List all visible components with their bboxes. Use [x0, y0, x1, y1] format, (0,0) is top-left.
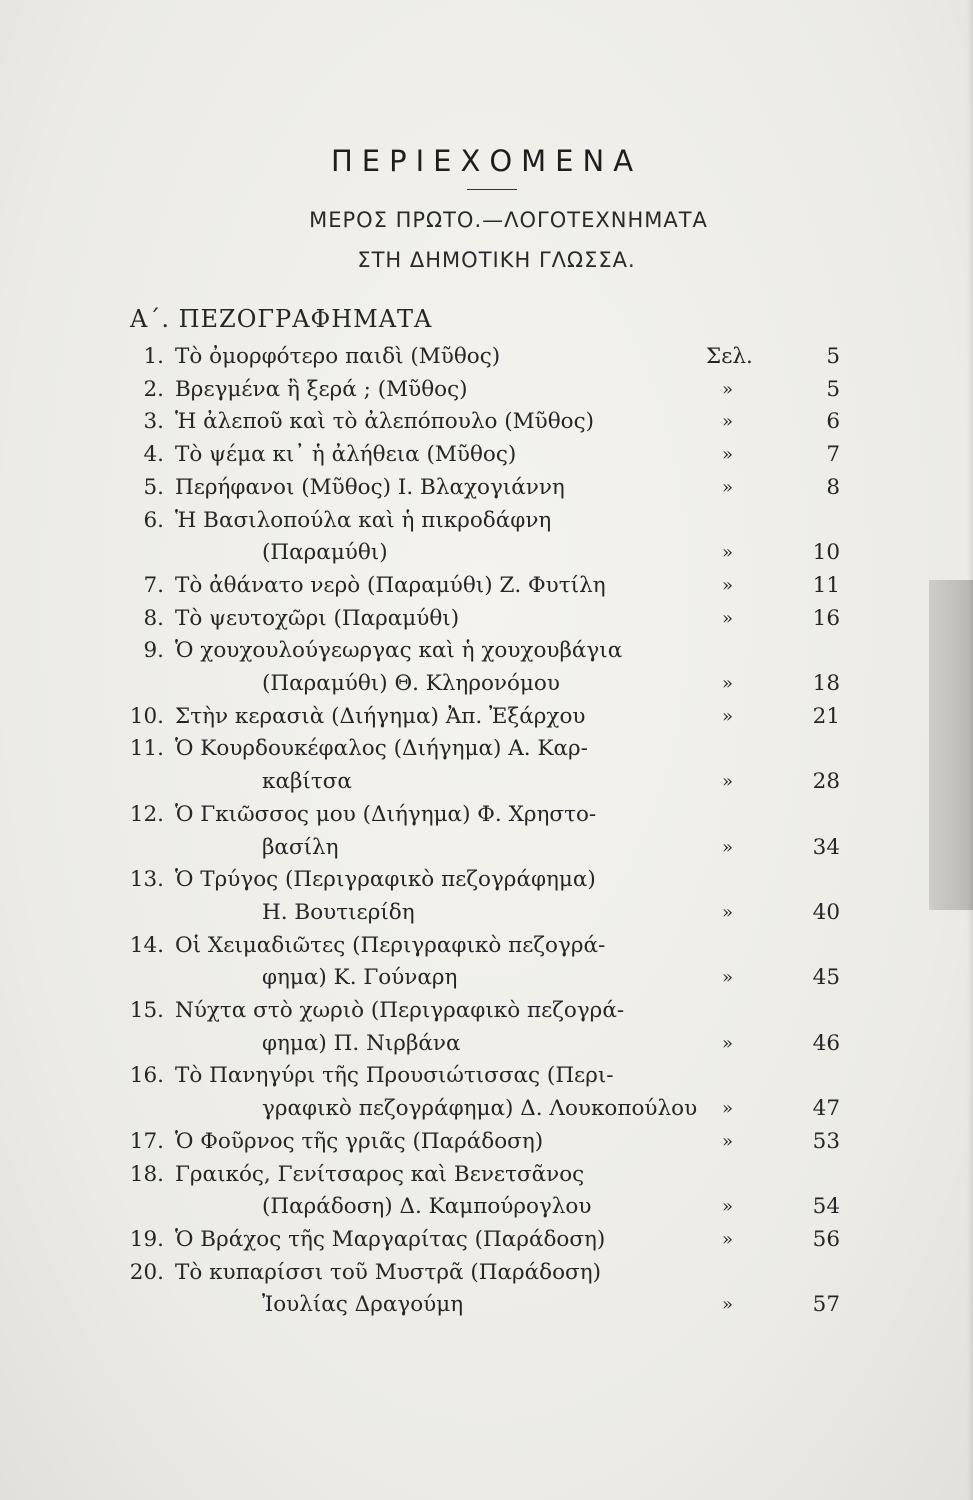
toc-page-number: 46	[812, 1030, 840, 1056]
toc-entry-title: Ἰουλίας Δραγούμη	[262, 1292, 464, 1318]
ditto-mark: »	[722, 607, 734, 629]
toc-entry-number: 5.	[143, 474, 164, 500]
toc-entry-title: Οἱ Χειμαδιῶτες (Περιγραφικὸ πεζογρά-	[175, 932, 606, 958]
toc-line	[0, 634, 973, 668]
toc-entry-number: 7.	[143, 572, 164, 598]
toc-entry-title: Τὸ Πανηγύρι τῆς Προυσιώτισσας (Περι-	[175, 1063, 614, 1089]
toc-entry-title: Τὸ ὀμορφότερο παιδὶ (Μῦθος)	[175, 344, 501, 369]
toc-page-number: 8	[826, 474, 840, 500]
ditto-mark: »	[722, 967, 734, 989]
toc-entry-title: Περήφανοι (Μῦθος) Ι. Βλαχογιάννη	[175, 474, 565, 500]
ditto-mark: »	[722, 1130, 734, 1152]
toc-page-number: 34	[812, 834, 840, 860]
toc-entry-number: 19.	[129, 1226, 164, 1252]
toc-entry-number: 3.	[143, 409, 164, 435]
toc-page-number: 5	[826, 376, 840, 402]
ditto-mark: »	[722, 673, 734, 694]
toc-entry-title: φημα) Π. Νιρβάνα	[262, 1030, 461, 1056]
toc-line	[0, 569, 973, 603]
toc-line	[0, 1223, 973, 1257]
toc-entry-title: Νύχτα στὸ χωριὸ (Περιγραφικὸ πεζογρά-	[175, 998, 625, 1023]
toc-line	[0, 471, 973, 505]
toc-line	[0, 831, 973, 865]
toc-line	[0, 536, 973, 570]
toc-page-number: 45	[812, 965, 840, 991]
ditto-mark: »	[722, 1098, 734, 1120]
toc-entry-title: (Παράδοση) Δ. Καμπούρογλου	[262, 1194, 592, 1220]
toc-entry-number: 4.	[143, 442, 164, 468]
ditto-mark: »	[722, 1032, 734, 1054]
toc-line	[0, 602, 973, 636]
toc-entry-number: 15.	[129, 998, 164, 1023]
toc-entry-title: Ὁ Βράχος τῆς Μαργαρίτας (Παράδοση)	[175, 1226, 606, 1252]
ditto-mark: »	[722, 444, 734, 466]
ditto-mark: »	[722, 542, 734, 564]
toc-entry-title: Ὁ Τρύγος (Περιγραφικὸ πεζογράφημα)	[175, 867, 596, 893]
toc-line	[0, 929, 973, 963]
toc-line	[0, 667, 973, 701]
toc-page-number: 6	[826, 409, 840, 435]
toc-entry-title: γραφικὸ πεζογράφημα) Δ. Λουκοπούλου	[262, 1096, 698, 1122]
toc-line	[0, 700, 973, 734]
toc-page-number: 16	[812, 605, 840, 631]
ditto-mark: »	[722, 411, 734, 433]
section-heading: Α΄. ΠΕΖΟΓΡΑΦΗΜΑΤΑ	[130, 305, 433, 333]
toc-page-number: 40	[812, 899, 840, 925]
toc-line	[0, 732, 973, 766]
toc-line	[0, 405, 973, 439]
toc-entry-title: (Παραμύθι)	[262, 540, 388, 566]
toc-entry-number: 14.	[129, 932, 164, 958]
toc-page-number: 11	[812, 572, 840, 598]
toc-entry-title: Ὁ χουχουλούγεωργας καὶ ἡ χουχουβάγια	[175, 638, 623, 664]
toc-entry-number: 8.	[143, 605, 164, 631]
ditto-mark: »	[722, 378, 734, 400]
toc-line	[0, 1288, 973, 1322]
ditto-mark: »	[722, 705, 734, 727]
toc-entry-number: 12.	[129, 801, 164, 827]
toc-entry-number: 2.	[143, 376, 164, 402]
toc-entry-title: Γραικός, Γενίτσαρος καὶ Βενετσᾶνος	[175, 1161, 585, 1187]
ditto-mark: »	[722, 574, 734, 596]
toc-page-number: 7	[826, 442, 840, 468]
toc-entry-title: βασίλη	[262, 834, 339, 860]
toc-line	[0, 994, 973, 1028]
toc-entry-number: 6.	[143, 507, 164, 533]
toc-line	[0, 765, 973, 799]
toc-entry-title: φημα) Κ. Γούναρη	[262, 965, 458, 991]
ditto-mark: »	[722, 1294, 734, 1316]
toc-page-number: 47	[812, 1096, 840, 1122]
toc-page-number: 21	[812, 703, 840, 729]
toc-page-number: 10	[812, 540, 840, 566]
toc-entry-number: 20.	[129, 1259, 164, 1285]
toc-line	[0, 1059, 973, 1093]
toc-line	[0, 438, 973, 472]
toc-entry-title: Ὁ Φοῦρνος τῆς γριᾶς (Παράδοση)	[175, 1128, 544, 1154]
toc-line	[0, 1092, 973, 1126]
toc-page-number: 5	[826, 344, 840, 369]
toc-page-number: 18	[812, 671, 840, 696]
toc-entry-number: 11.	[129, 736, 164, 762]
toc-page-number: 57	[812, 1292, 840, 1318]
toc-entry-title: (Παραμύθι) Θ. Κληρονόμου	[262, 671, 560, 696]
ditto-mark: »	[722, 476, 734, 498]
toc-entry-title: καβίτσα	[262, 769, 352, 795]
toc-entry-title: Ἡ ἀλεποῦ καὶ τὸ ἀλεπόπουλο (Μῦθος)	[175, 409, 595, 435]
toc-entry-title: Στὴν κερασιὰ (Διήγημα) Ἀπ. Ἐξάρχου	[175, 703, 586, 729]
part-heading-line1: ΜΕΡΟΣ ΠΡΩΤΟ.—ΛΟΓΟΤΕΧΝΗΜΑΤΑ	[309, 208, 708, 232]
ditto-mark: »	[722, 771, 734, 793]
toc-entry-title: Ὁ Κουρδουκέφαλος (Διήγημα) Α. Καρ-	[175, 736, 588, 762]
ditto-mark: »	[722, 1196, 734, 1218]
toc-entry-number: 1.	[143, 344, 164, 369]
toc-entry-title: Ὁ Γκιῶσσος μου (Διήγημα) Φ. Χρηστο-	[175, 801, 597, 827]
toc-line	[0, 1027, 973, 1061]
toc-entry-title: Τὸ ψευτοχῶρι (Παραμύθι)	[175, 605, 460, 631]
toc-entry-title: Τὸ κυπαρίσσι τοῦ Μυστρᾶ (Παράδοση)	[175, 1259, 602, 1285]
toc-line	[0, 373, 973, 407]
toc-page-number: 28	[812, 769, 840, 795]
toc-line	[0, 1158, 973, 1192]
toc-entry-number: 10.	[129, 703, 164, 729]
toc-entry-number: 16.	[129, 1063, 164, 1089]
toc-entry-number: 13.	[129, 867, 164, 893]
toc-line	[0, 798, 973, 832]
toc-line	[0, 504, 973, 538]
toc-entry-title: Βρεγμένα ἢ ξερά ; (Μῦθος)	[175, 376, 468, 402]
toc-page-number: 53	[812, 1128, 840, 1154]
toc-entry-number: 9.	[143, 638, 164, 664]
toc-line	[0, 961, 973, 995]
page-title: ΠΕΡΙΕΧΟΜΕΝΑ	[330, 144, 643, 178]
toc-entry-number: 17.	[129, 1128, 164, 1154]
toc-line	[0, 863, 973, 897]
toc-line	[0, 896, 973, 930]
page-label: Σελ.	[706, 344, 753, 369]
toc-line	[0, 340, 973, 374]
ditto-mark: »	[722, 901, 734, 923]
toc-entry-title: Ἡ Βασιλοπούλα καὶ ἡ πικροδάφνη	[175, 507, 552, 533]
ditto-mark: »	[722, 1228, 734, 1250]
toc-entry-title: Η. Βουτιερίδη	[262, 899, 415, 925]
part-heading-line2: ΣΤΗ ΔΗΜΟΤΙΚΗ ΓΛΩΣΣΑ.	[357, 248, 636, 272]
toc-line	[0, 1125, 973, 1159]
toc-entry-title: Τὸ ψέμα κι᾽ ἡ ἀλήθεια (Μῦθος)	[175, 442, 517, 468]
toc-page-number: 56	[812, 1226, 840, 1252]
ditto-mark: »	[722, 836, 734, 858]
toc-page-number: 54	[812, 1194, 840, 1220]
toc-entry-number: 18.	[129, 1161, 164, 1187]
toc-line	[0, 1190, 973, 1224]
toc-entry-title: Τὸ ἀθάνατο νερὸ (Παραμύθι) Ζ. Φυτίλη	[175, 572, 606, 598]
toc-line	[0, 1256, 973, 1290]
